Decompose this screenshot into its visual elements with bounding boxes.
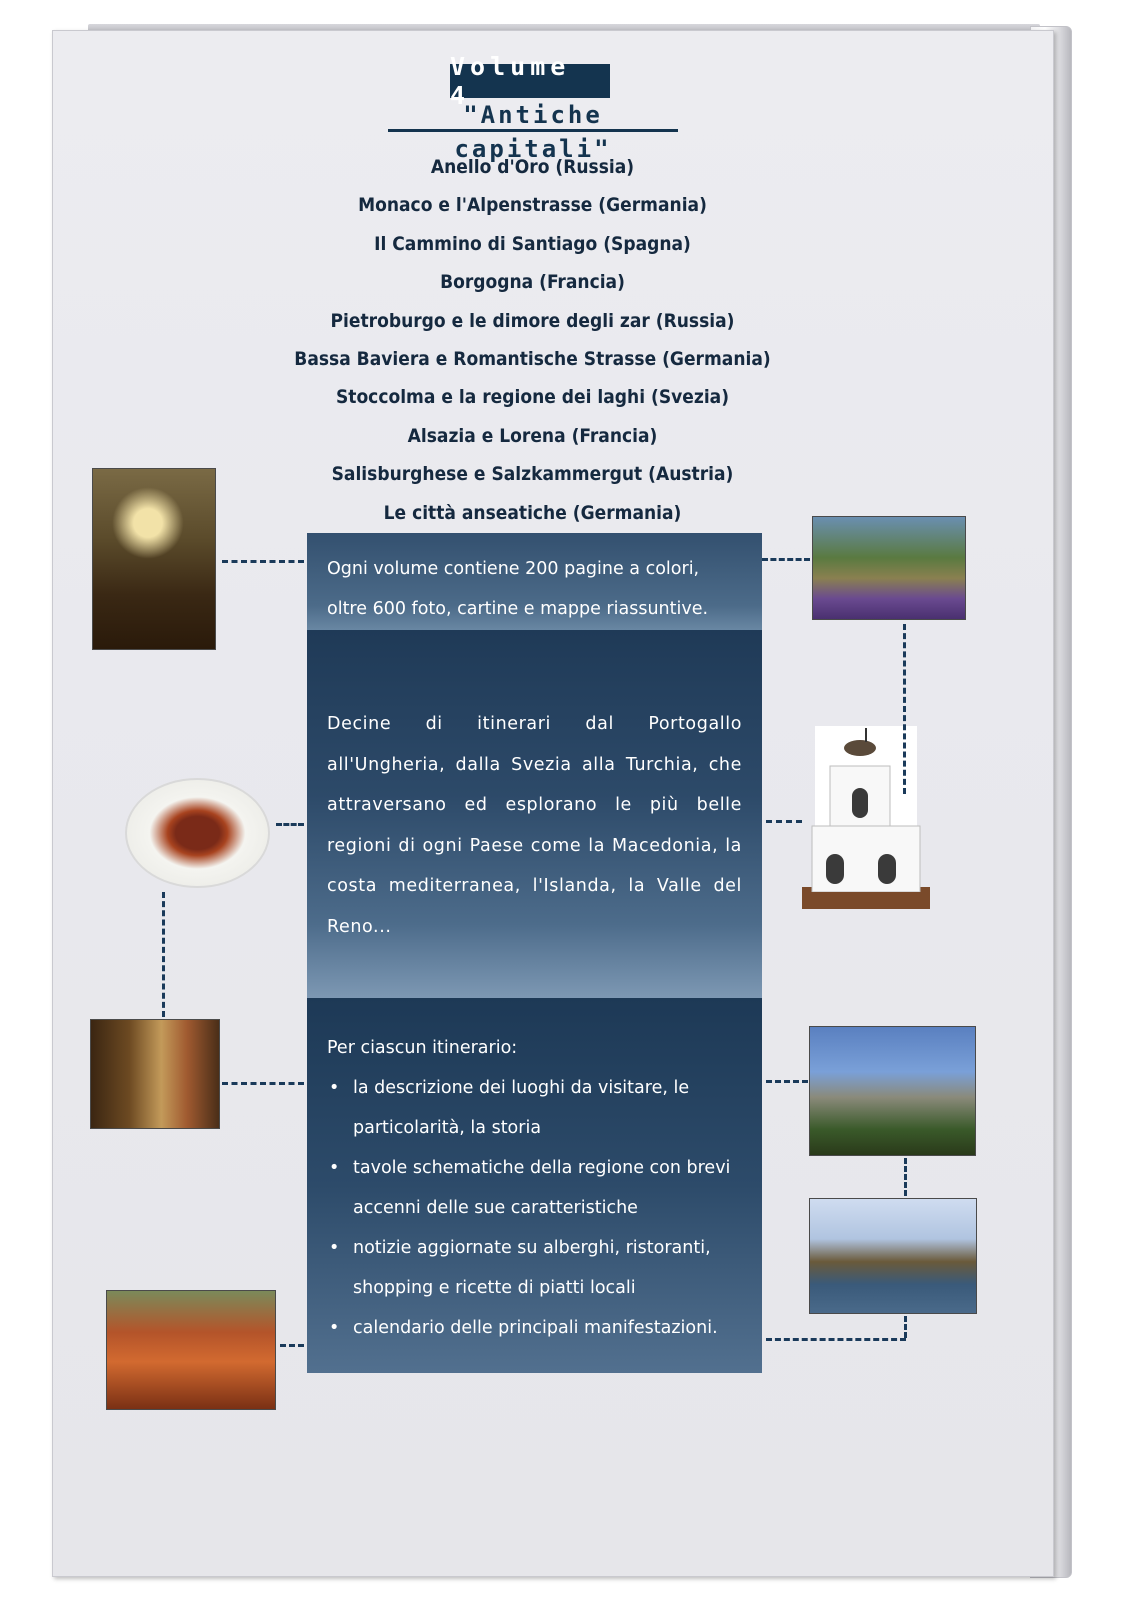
connector-line [904, 1316, 907, 1338]
title-item: Pietroburgo e le dimore degli zar (Russia) [330, 309, 735, 332]
photo-ochre-cliffs [106, 1290, 276, 1410]
panel-section-features [307, 998, 762, 1373]
feature-item: • la descrizione dei luoghi da visitare, le particolarità, la storia [327, 1068, 744, 1148]
title-item: Salisburghese e Salzkammergut (Austria) [331, 463, 734, 486]
panel-section-contents [307, 533, 762, 630]
title-item: Le città anseatiche (Germania) [383, 501, 682, 524]
connector-line [280, 1344, 304, 1347]
panel-section-itineraries [307, 630, 762, 998]
connector-line [766, 1338, 906, 1341]
connector-line [162, 892, 165, 1017]
feature-item: • notizie aggiornate su alberghi, ristoranti, shopping e ricette di piatti locali [327, 1228, 744, 1308]
feature-item: • calendario delle principali manifestazioni. [327, 1308, 744, 1348]
photo-castle-hill [809, 1026, 976, 1156]
photo-river-city [809, 1198, 977, 1314]
photo-half-timbered-houses [90, 1019, 220, 1129]
volume-title-list [240, 148, 825, 532]
info-panel [307, 533, 762, 1373]
connector-line [904, 1158, 907, 1196]
photo-palace-interior [92, 468, 216, 650]
contents-line: Ogni volume contiene 200 pagine a colori, [327, 559, 700, 579]
features-heading: Per ciascun itinerario: [327, 1038, 518, 1058]
feature-item: • tavole schematiche della regione con brevi accenni delle sue caratteristiche [327, 1148, 744, 1228]
title-item: Borgogna (Francia) [440, 271, 625, 294]
photo-stone-hut-lavender [812, 516, 966, 620]
connector-line [766, 820, 802, 823]
title-item: Stoccolma e la regione dei laghi (Svezia) [335, 386, 730, 409]
title-item: Il Cammino di Santiago (Spagna) [374, 232, 691, 255]
connector-line [276, 823, 304, 826]
volume-subtitle: "Antiche capitali" [388, 98, 678, 132]
photo-dish-plate [125, 778, 270, 888]
itineraries-text: Decine di itinerari dal Portogallo all'Ungheria, dalla Svezia alla Turchia, che attraversano ed esplorano le più belle regioni di ogni Paese come la Macedonia, la costa mediterranea, l'Islanda, la Valle del Reno... [327, 714, 742, 937]
photo-bell-tower [802, 726, 930, 909]
connector-line [762, 558, 810, 561]
connector-line [903, 624, 906, 794]
connector-line [222, 1082, 304, 1085]
title-item: Anello d'Oro (Russia) [430, 156, 635, 178]
contents-line: oltre 600 foto, cartine e mappe riassuntive. [327, 599, 709, 619]
volume-badge: Volume 4 [450, 64, 610, 98]
title-item: Monaco e l'Alpenstrasse (Germania) [358, 194, 707, 217]
title-item: Alsazia e Lorena (Francia) [407, 424, 658, 447]
connector-line [766, 1080, 808, 1083]
features-list [327, 1068, 744, 1348]
title-item: Bassa Baviera e Romantische Strasse (Germania) [294, 347, 771, 370]
connector-line [222, 560, 304, 563]
bell-tower-drawing [802, 726, 930, 909]
